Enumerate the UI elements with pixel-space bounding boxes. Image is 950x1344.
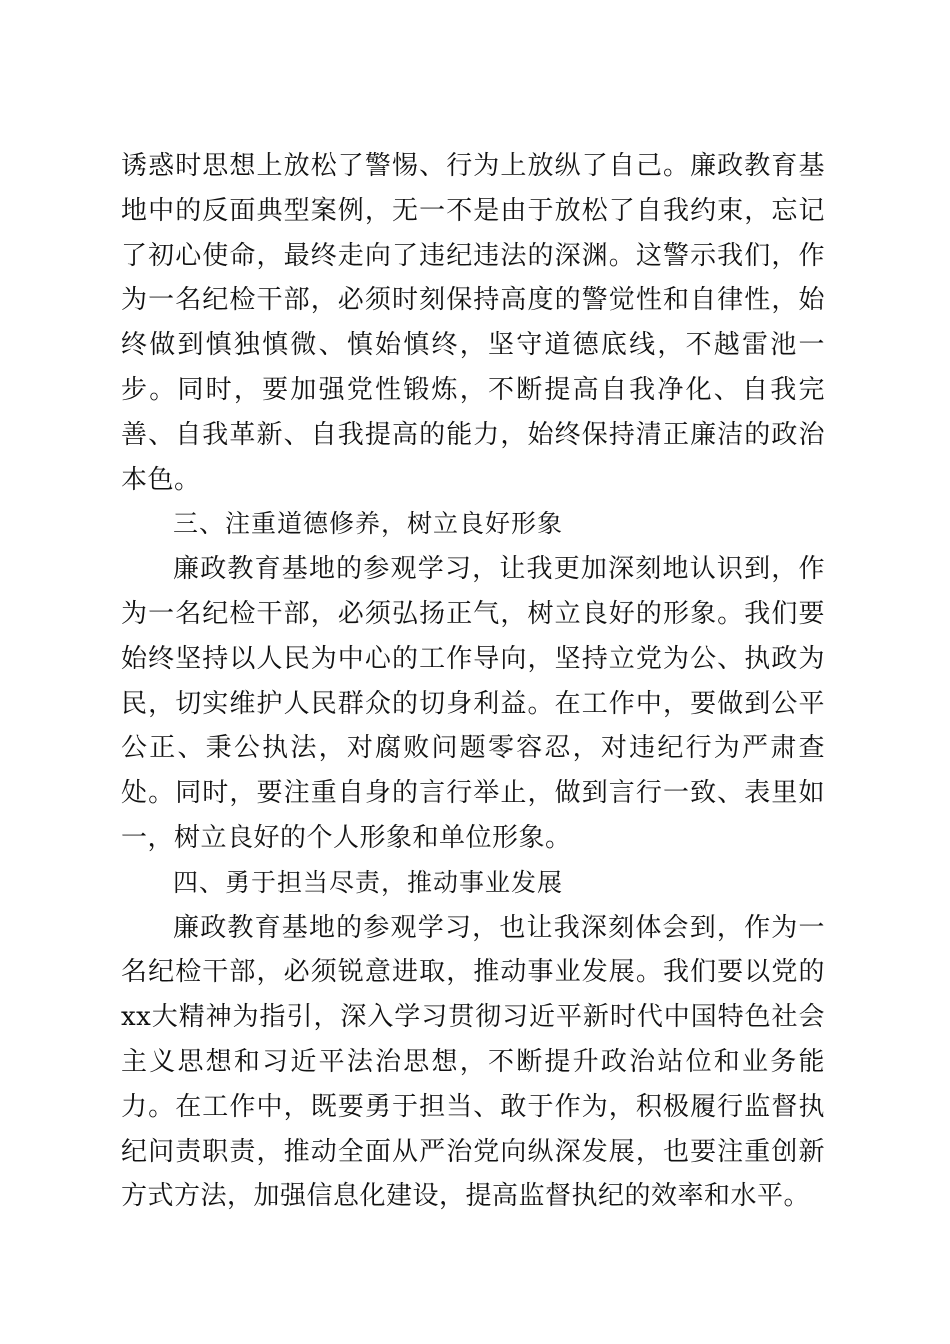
document-body [121, 144, 825, 1219]
paragraph-section-3: 廉政教育基地的参观学习，让我更加深刻地认识到，作为一名纪检干部，必须弘扬正气，树立良好的形象。我们要始终坚持以人民为中心的工作导向，坚持立党为公、执政为民，切实维护人民群众的切身利益。在工作中，要做到公平公正、秉公执法，对腐败问题零容忍，对违纪行为严肃查处。同时，要注重自身的言行举止，做到言行一致、表里如一，树立良好的个人形象和单位形象。 [121, 554, 825, 853]
section-heading-4: 四、勇于担当尽责，推动事业发展 [173, 867, 564, 897]
paragraph-continuation: 诱惑时思想上放松了警惕、行为上放纵了自己。廉政教育基地中的反面典型案例，无一不是由于放松了自我约束，忘记了初心使命，最终走向了违纪违法的深渊。这警示我们，作为一名纪检干部，必须时刻保持高度的警觉性和自律性，始终做到慎独慎微、慎始慎终，坚守道德底线，不越雷池一步。同时，要加强党性锻炼，不断提高自我净化、自我完善、自我革新、自我提高的能力，始终保持清正廉洁的政治本色。 [121, 151, 825, 495]
section-heading-3: 三、注重道德修养，树立良好形象 [173, 509, 564, 539]
paragraph-section-4: 廉政教育基地的参观学习，也让我深刻体会到，作为一名纪检干部，必须锐意进取，推动事业发展。我们要以党的xx大精神为指引，深入学习贯彻习近平新时代中国特色社会主义思想和习近平法治思想，不断提升政治站位和业务能力。在工作中，既要勇于担当、敢于作为，积极履行监督执纪问责职责，推动全面从严治党向纵深发展，也要注重创新方式方法，加强信息化建设，提高监督执纪的效率和水平。 [121, 912, 825, 1212]
